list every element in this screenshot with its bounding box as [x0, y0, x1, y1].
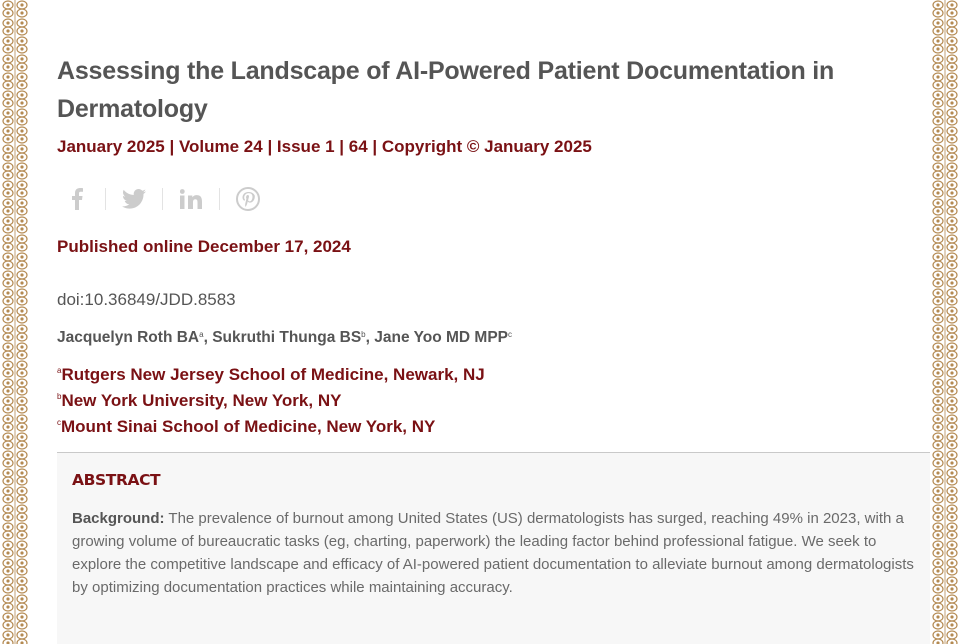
doi-link[interactable]: doi:10.36849/JDD.8583: [57, 290, 236, 309]
abstract-text: The prevalence of burnout among United States (US) dermatologists has surged, reaching 49% in 2023, with a growing volume of bureaucratic tasks (eg, charting, paperwork) the leading factor behind professional fatigue. We seek to explore the competitive landscape and efficacy of AI-powered patient documentation to alleviate burnout among dermatologists by optimizing documentation practices while maintaining accuracy.: [72, 510, 914, 596]
abstract-section: [57, 453, 930, 644]
author-separator: ,: [203, 329, 213, 346]
affiliation-item: [57, 391, 341, 411]
affiliation-item: [57, 417, 435, 437]
published-date: Published online December 17, 2024: [57, 237, 351, 256]
author-name: Jacquelyn Roth BA: [57, 329, 200, 346]
author-affiliation-marker: a: [199, 330, 204, 339]
author-affiliation-marker: b: [361, 330, 366, 339]
article-title: Assessing the Landscape of AI-Powered Patient Documentation in Dermatology: [57, 57, 835, 123]
left-ornamental-border: [0, 0, 30, 644]
affiliation-marker: a: [57, 366, 62, 375]
abstract-lead: Background:: [72, 510, 165, 527]
affiliation-text: Rutgers New Jersey School of Medicine, Newark, NJ: [61, 365, 485, 384]
linkedin-icon[interactable]: [177, 185, 205, 213]
facebook-icon[interactable]: [63, 185, 91, 213]
social-divider: [162, 188, 163, 210]
issue-metadata: January 2025 | Volume 24 | Issue 1 | 64 | Copyright © January 2025: [57, 137, 592, 156]
affiliation-text: New York University, New York, NY: [61, 391, 342, 410]
affiliation-item: [57, 365, 485, 385]
author-name: Sukruthi Thunga BS: [212, 329, 362, 346]
social-divider: [105, 188, 106, 210]
author-name: Jane Yoo MD MPP: [374, 329, 509, 346]
author-list: [57, 329, 512, 347]
author-separator: ,: [365, 329, 375, 346]
article-header: [57, 0, 930, 644]
author-affiliation-marker: c: [508, 330, 513, 339]
social-share-bar: [63, 184, 262, 214]
affiliation-text: Mount Sinai School of Medicine, New York, NY: [61, 417, 436, 436]
right-ornamental-border: [930, 0, 960, 644]
abstract-body: [72, 507, 922, 599]
abstract-heading: ABSTRACT: [72, 471, 161, 489]
social-divider: [219, 188, 220, 210]
twitter-icon[interactable]: [120, 185, 148, 213]
affiliation-marker: b: [57, 392, 62, 401]
affiliation-marker: c: [57, 418, 61, 427]
pinterest-icon[interactable]: [234, 185, 262, 213]
